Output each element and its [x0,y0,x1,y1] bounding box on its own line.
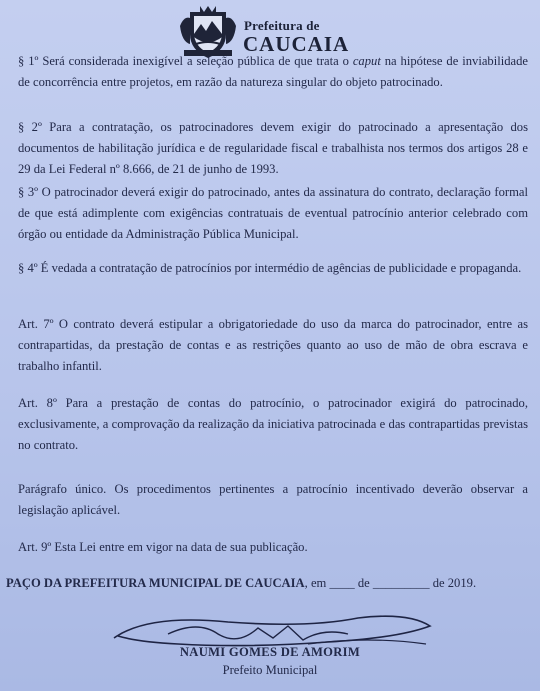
em-label: , em [304,576,327,590]
paragraph-section-4: § 4º É vedada a contratação de patrocínios por intermédio de agências de publicidade e propaganda. [18,261,522,275]
signer-name: NAUMI GOMES DE AMORIM [179,645,361,659]
header-city-name: CAUCAIA [243,32,350,56]
month-blank: _________ [372,576,430,590]
signer-title: Prefeito Municipal [222,663,318,677]
paragraph-sole-paragraph: Parágrafo único. Os procedimentos pertinentes a patrocínio incentivado deverão observar a legislação aplicável. [18,482,528,517]
place-label: PAÇO DA PREFEITURA MUNICIPAL DE CAUCAIA [6,576,305,590]
date-place-line [6,576,536,591]
de-label: de [357,576,370,590]
paragraph-article-9: Art. 9º Esta Lei entre em vigor na data de sua publicação. [18,540,308,554]
p1-lead: § 1º Será considerada inexigível a seleção pública de que trata o [18,54,353,68]
paragraph-section-2: § 2º Para a contratação, os patrocinadores devem exigir do patrocinado a apresentação dos documentos de habilitação jurídica e de regularidade fiscal e trabalhista nos termos dos artigos 28 e 29 da Lei Federal nº 8.666, de 21 de junho de 1993. [18,120,528,176]
header-prefeitura-label: Prefeitura de [244,18,320,33]
paragraph-section-3: § 3º O patrocinador deverá exigir do patrocinado, antes da assinatura do contrato, declaração formal de que está adimplente com exigências contratuais de eventual patrocínio anterior celebrado com órgão ou entidade da Administração Pública Municipal. [18,185,528,241]
paragraph-article-7: Art. 7º O contrato deverá estipular a obrigatoriedade do uso da marca do patrocinador, entre as contrapartidas, da prestação de contas e as restrições quanto ao uso de mão de obra escrava e trabalho infantil. [18,317,528,373]
year-label: de 2019. [432,576,477,590]
paragraph-section-1 [18,51,528,93]
paragraph-article-8: Art. 8º Para a prestação de contas do patrocínio, o patrocinador exigirá do patrocinado, exclusivamente, a comprovação da realização da iniciativa patrocinada e das contrapartidas previstas no contrato. [18,396,528,452]
p1-caput: caput [352,54,381,68]
p1-rest: na hipótese de inviabilidade de concorrência entre projetos, em razão da natureza singular do objeto patrocinado. [18,54,528,89]
day-blank: ____ [329,576,355,590]
